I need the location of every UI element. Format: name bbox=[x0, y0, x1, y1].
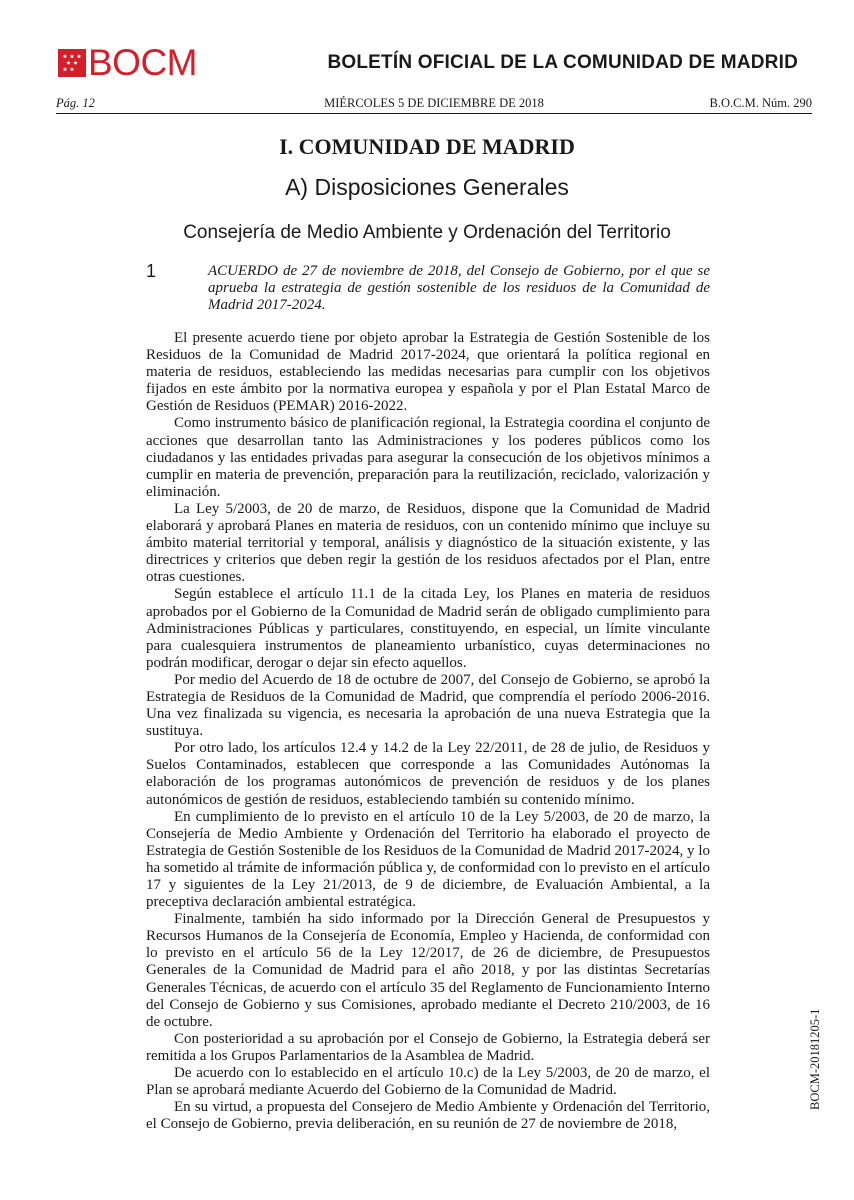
page-number: Pág. 12 bbox=[56, 96, 95, 110]
paragraph: De acuerdo con lo establecido en el artículo 10.c) de la Ley 5/2003, de 20 de marzo, el Plan se aprobará mediante Acuerdo del Gobierno de la Comunidad de Madrid. bbox=[146, 1065, 710, 1099]
paragraph: Finalmente, también ha sido informado por la Dirección General de Presupuestos y Recursos Humanos de la Consejería de Economía, Empleo y Hacienda, de conformidad con lo previsto en el artículo 56 de la Ley 12/2017, de 26 de diciembre, de Presupuestos Generales de la Comunidad de Madrid para el año 2018, y por las distintas Secretarías Generales Técnicas, de acuerdo con el artículo 35 del Reglamento de Funcionamiento Interno del Consejo de Gobierno y sus Comisiones, aprobado mediante el Decreto 210/2003, de 16 de octubre. bbox=[146, 911, 710, 1030]
paragraph: Con posterioridad a su aprobación por el Consejo de Gobierno, la Estrategia deberá ser remitida a los Grupos Parlamentarios de la Asamblea de Madrid. bbox=[146, 1030, 710, 1064]
subsection-title: A) Disposiciones Generales bbox=[285, 174, 569, 200]
paragraph: En cumplimiento de lo previsto en el artículo 10 de la Ley 5/2003, de 20 de marzo, la Consejería de Medio Ambiente y Ordenación del Territorio ha elaborado el proyecto de Estrategia de Gestión Sostenible de los Residuos de la Comunidad de Madrid 2017-2024, y lo ha sometido al trámite de información pública y, de conformidad con lo previsto en el artículo 17 y siguientes de la Ley 21/2013, de 9 de diciembre, de Evaluación Ambiental, a la preceptiva declaración ambiental estratégica. bbox=[146, 808, 710, 911]
meta-row bbox=[56, 96, 812, 112]
body-text bbox=[146, 330, 710, 1133]
section-title: I. COMUNIDAD DE MADRID bbox=[279, 134, 575, 159]
paragraph: El presente acuerdo tiene por objeto aprobar la Estrategia de Gestión Sostenible de los Residuos de la Comunidad de Madrid 2017-2024, que orientará la política regional en materia de residuos, estableciendo las medidas necesarias para cumplir con los objetivos fijados en este ámbito por la normativa europea y española y por el Plan Estatal Marco de Gestión de Residuos (PEMAR) 2016-2022. bbox=[146, 330, 710, 415]
paragraph: Por otro lado, los artículos 12.4 y 14.2 de la Ley 22/2011, de 28 de julio, de Residuos y Suelos Contaminados, establecen que corresponde a las Comunidades Autónomas la elaboración de los programas autonómicos de prevención de residuos y de los planes autonómicos de gestión de residuos, estableciendo también su contenido mínimo. bbox=[146, 740, 710, 808]
paragraph: En su virtud, a propuesta del Consejero de Medio Ambiente y Ordenación del Territorio, el Consejo de Gobierno, previa deliberación, en su reunión de 27 de noviembre de 2018, bbox=[146, 1099, 710, 1133]
madrid-stars-icon bbox=[58, 49, 86, 77]
department-title: Consejería de Medio Ambiente y Ordenación del Territorio bbox=[183, 222, 671, 243]
bulletin-title: BOLETÍN OFICIAL DE LA COMUNIDAD DE MADRID bbox=[327, 52, 798, 73]
paragraph: La Ley 5/2003, de 20 de marzo, de Residuos, dispone que la Comunidad de Madrid elaborará y aprobará Planes en materia de residuos, con un contenido mínimo que incluye su ámbito material territorial y temporal, análisis y diagnóstico de la situación existente, y las directrices y criterios que deben regir la gestión de los residuos afectados por el Plan, entre otras cuestiones. bbox=[146, 500, 710, 586]
item-title: ACUERDO de 27 de noviembre de 2018, del Consejo de Gobierno, por el que se aprueba la estrategia de gestión sostenible de los residuos de la Comunidad de Madrid 2017-2024. bbox=[208, 263, 710, 313]
paragraph: Como instrumento básico de planificación regional, la Estrategia coordina el conjunto de acciones que desarrollan tanto las Administraciones y los poderes públicos como los ciudadanos y las entidades privadas para asegurar la consecución de los objetivos mínimos a cumplir en materia de prevención, preparación para la reutilización, reciclado, valorización y eliminación. bbox=[146, 415, 710, 500]
paragraph: Según establece el artículo 11.1 de la citada Ley, los Planes en materia de residuos aprobados por el Gobierno de la Comunidad de Madrid serán de obligado cumplimiento para Administraciones Públicas y particulares, constituyendo, en especial, un límite vinculante para cualesquiera instrumentos de planeamiento urbanístico, cuyas determinaciones no podrán modificar, derogar o dejar sin efecto aquellos. bbox=[146, 586, 710, 671]
paragraph: Por medio del Acuerdo de 18 de octubre de 2007, del Consejo de Gobierno, se aprobó la Estrategia de Residuos de la Comunidad de Madrid, que comprendía el período 2006-2016. Una vez finalizada su vigencia, es necesaria la aprobación de una nueva Estrategia que la sustituya. bbox=[146, 671, 710, 740]
header-divider bbox=[56, 113, 812, 114]
issue-number: B.O.C.M. Núm. 290 bbox=[709, 96, 812, 110]
bocm-logo bbox=[58, 42, 197, 83]
logo-text: BOCM bbox=[88, 42, 197, 83]
item-number: 1 bbox=[146, 261, 157, 281]
document-code: BOCM-20181205-1 bbox=[808, 1008, 822, 1110]
issue-date: MIÉRCOLES 5 DE DICIEMBRE DE 2018 bbox=[324, 96, 544, 110]
